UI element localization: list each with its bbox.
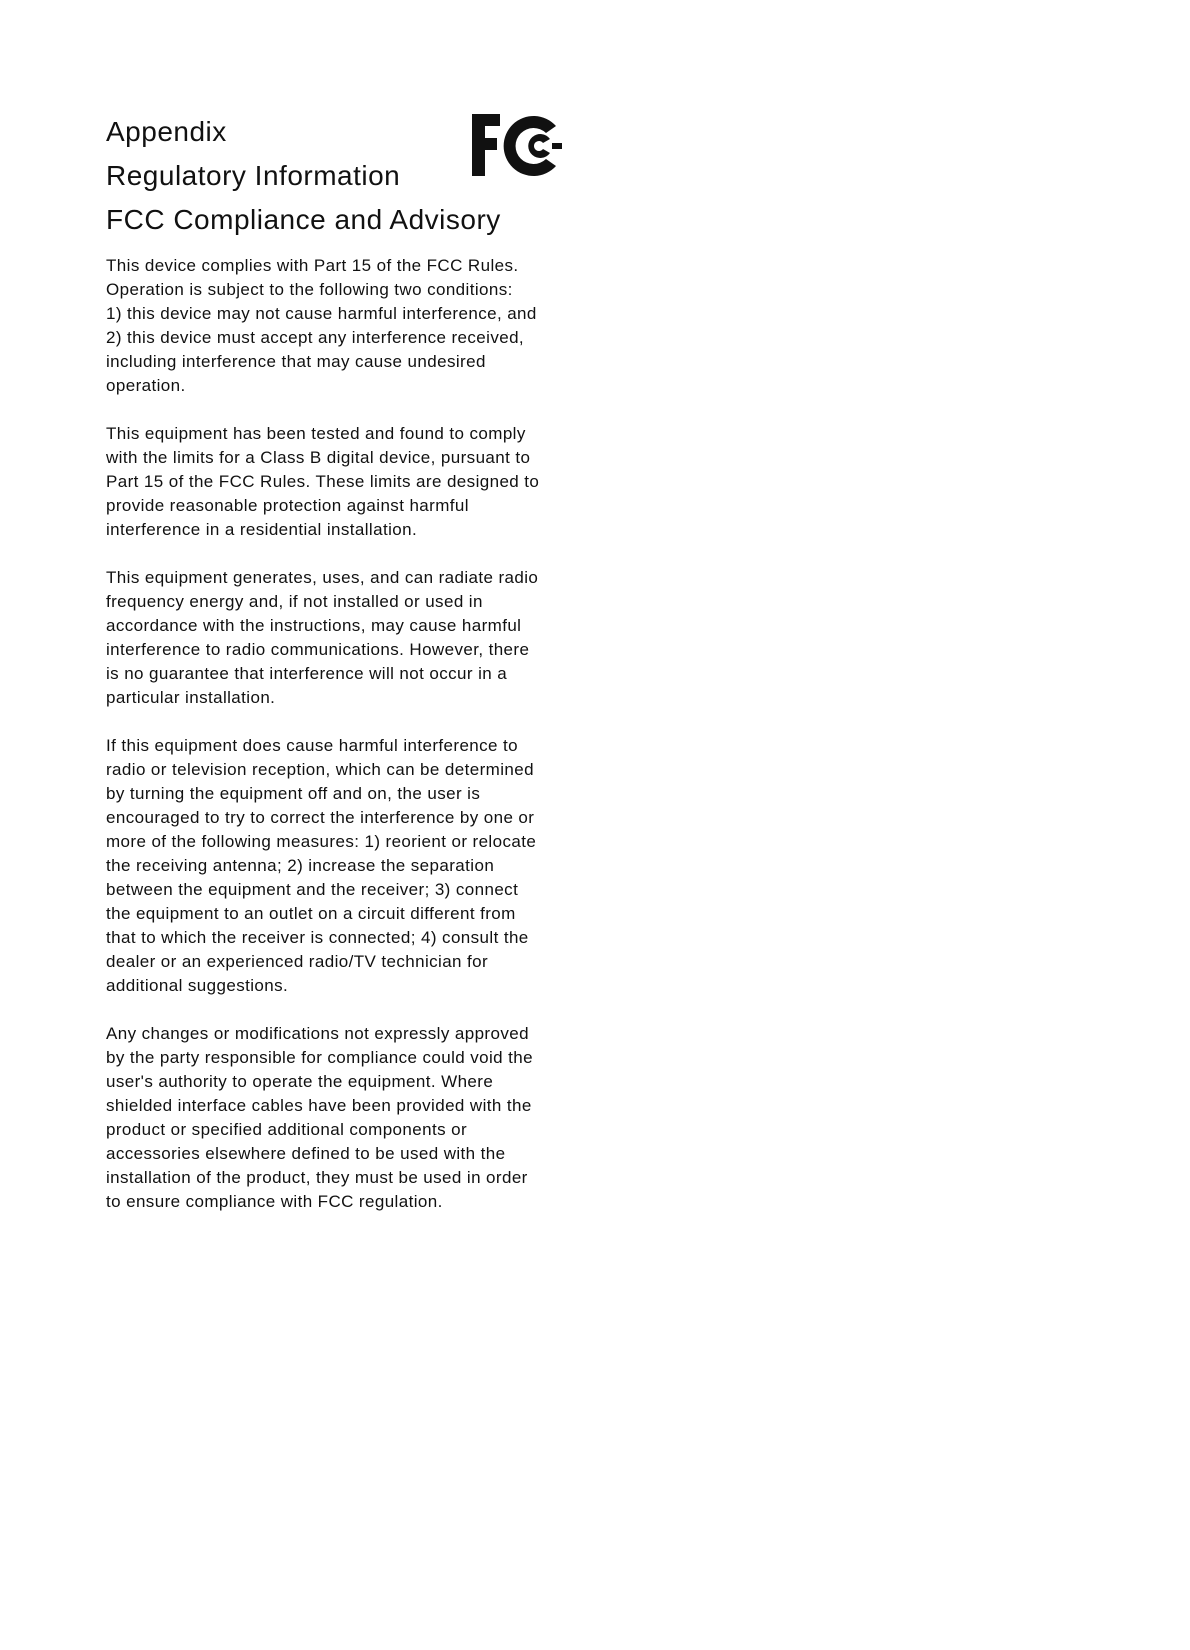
body-text — [106, 254, 576, 1238]
paragraph-interference-measures: If this equipment does cause harmful interference to radio or television reception, which can be determined by turning the equipment off and on, the user is encouraged to try to correct the interference by one or more of the following measures: 1) reorient or relocate the receiving antenna; 2) increase the separation between the equipment and the receiver; 3) connect the equipment to an outlet on a circuit different from that to which the receiver is connected; 4) consult the dealer or an experienced radio/TV technician for additional suggestions. — [106, 736, 537, 995]
appendix-title: Appendix — [106, 116, 227, 147]
paragraph-radio-frequency: This equipment generates, uses, and can radiate radio frequency energy and, if not installed or used in accordance with the instructions, may cause harmful interference to radio communications. However, there is no guarantee that interference will not occur in a particular installation. — [106, 568, 539, 707]
fcc-logo-icon — [470, 112, 564, 180]
paragraph-part15-conditions: This device complies with Part 15 of the FCC Rules. Operation is subject to the following two conditions: 1) this device may not cause harmful interference, and 2) this device must accept any interference received, including interference that may cause undesired operation. — [106, 256, 537, 395]
paragraph-modifications: Any changes or modifications not expressly approved by the party responsible for compliance could void the user's authority to operate the equipment. Where shielded interface cables have been provided with the product or specified additional components or accessories elsewhere defined to be used with the installation of the product, they must be used in order to ensure compliance with FCC regulation. — [106, 1024, 533, 1211]
fcc-compliance-title: FCC Compliance and Advisory — [106, 204, 501, 235]
paragraph-class-b-compliance: This equipment has been tested and found to comply with the limits for a Class B digital device, pursuant to Part 15 of the FCC Rules. These limits are designed to provide reasonable protection against harmful interference in a residential installation. — [106, 424, 540, 539]
regulatory-information-title: Regulatory Information — [106, 160, 401, 191]
